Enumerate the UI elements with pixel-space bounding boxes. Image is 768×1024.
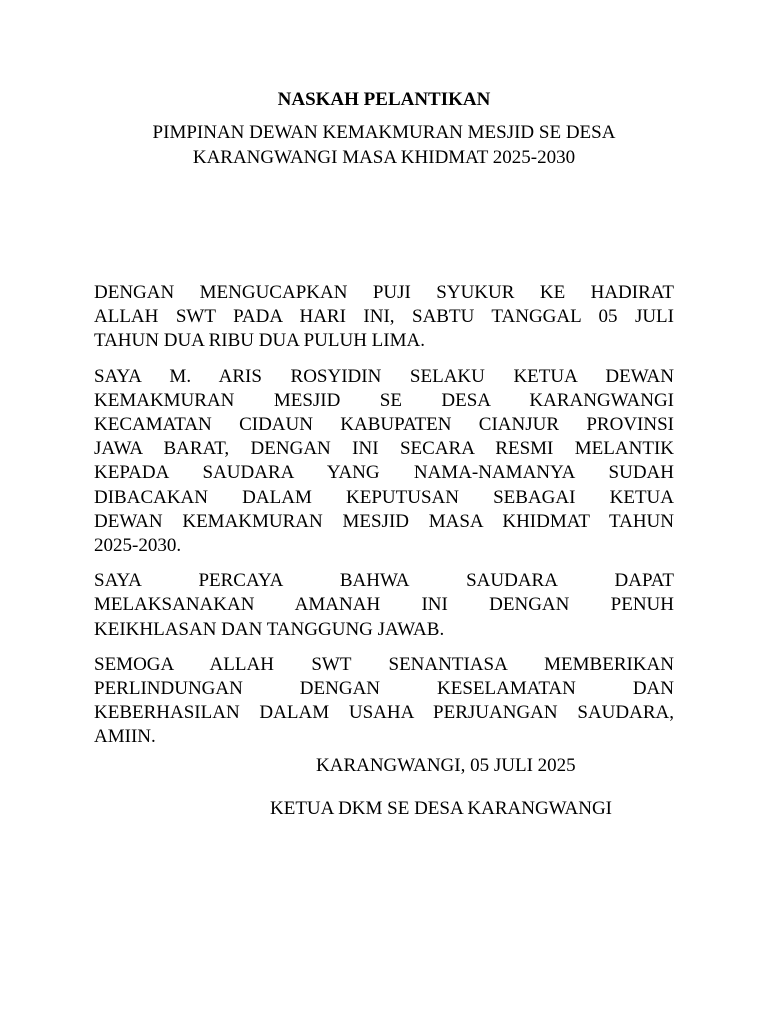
text-line: JAWA BARAT, DENGAN INI SECARA RESMI MELANTIK <box>94 438 674 460</box>
text-line: DEWAN KEMAKMURAN MESJID MASA KHIDMAT TAHUN <box>94 510 674 532</box>
text-line: AMIIN. <box>94 726 156 748</box>
document-title: NASKAH PELANTIKAN <box>277 89 491 110</box>
text-line: SEMOGA ALLAH SWT SENANTIASA MEMBERIKAN <box>94 653 674 675</box>
text-line: 2025-2030. <box>94 535 182 557</box>
document-subtitle-line-2: KARANGWANGI MASA KHIDMAT 2025-2030 <box>192 147 576 168</box>
paragraph-opening <box>94 281 674 354</box>
document-body <box>94 281 674 761</box>
text-line: PERLINDUNGAN DENGAN KESELAMATAN DAN <box>94 678 674 700</box>
document-subtitle-line-1: PIMPINAN DEWAN KEMAKMURAN MESJID SE DESA <box>152 122 616 143</box>
text-line: KEBERHASILAN DALAM USAHA PERJUANGAN SAUDARA, <box>94 702 674 724</box>
text-line: MELAKSANAKAN AMANAH INI DENGAN PENUH <box>94 594 674 616</box>
paragraph-trust <box>94 569 674 642</box>
text-line: SAYA PERCAYA BAHWA SAUDARA DAPAT <box>94 570 674 592</box>
text-line: KECAMATAN CIDAUN KABUPATEN CIANJUR PROVINSI <box>94 414 674 436</box>
text-line: DIBACAKAN DALAM KEPUTUSAN SEBAGAI KETUA <box>94 486 674 508</box>
signer-title: KETUA DKM SE DESA KARANGWANGI <box>270 798 612 819</box>
paragraph-inauguration <box>94 365 674 559</box>
text-line: SAYA M. ARIS ROSYIDIN SELAKU KETUA DEWAN <box>94 365 674 387</box>
text-line: TAHUN DUA RIBU DUA PULUH LIMA. <box>94 330 425 352</box>
text-line: KEIKHLASAN DAN TANGGUNG JAWAB. <box>94 618 445 640</box>
text-line: DENGAN MENGUCAPKAN PUJI SYUKUR KE HADIRAT <box>94 282 674 303</box>
place-and-date: KARANGWANGI, 05 JULI 2025 <box>316 755 576 776</box>
paragraph-prayer <box>94 653 674 750</box>
text-line: KEMAKMURAN MESJID SE DESA KARANGWANGI <box>94 389 674 411</box>
text-line: KEPADA SAUDARA YANG NAMA-NAMANYA SUDAH <box>94 462 674 484</box>
text-line: ALLAH SWT PADA HARI INI, SABTU TANGGAL 05 JULI <box>94 306 674 328</box>
